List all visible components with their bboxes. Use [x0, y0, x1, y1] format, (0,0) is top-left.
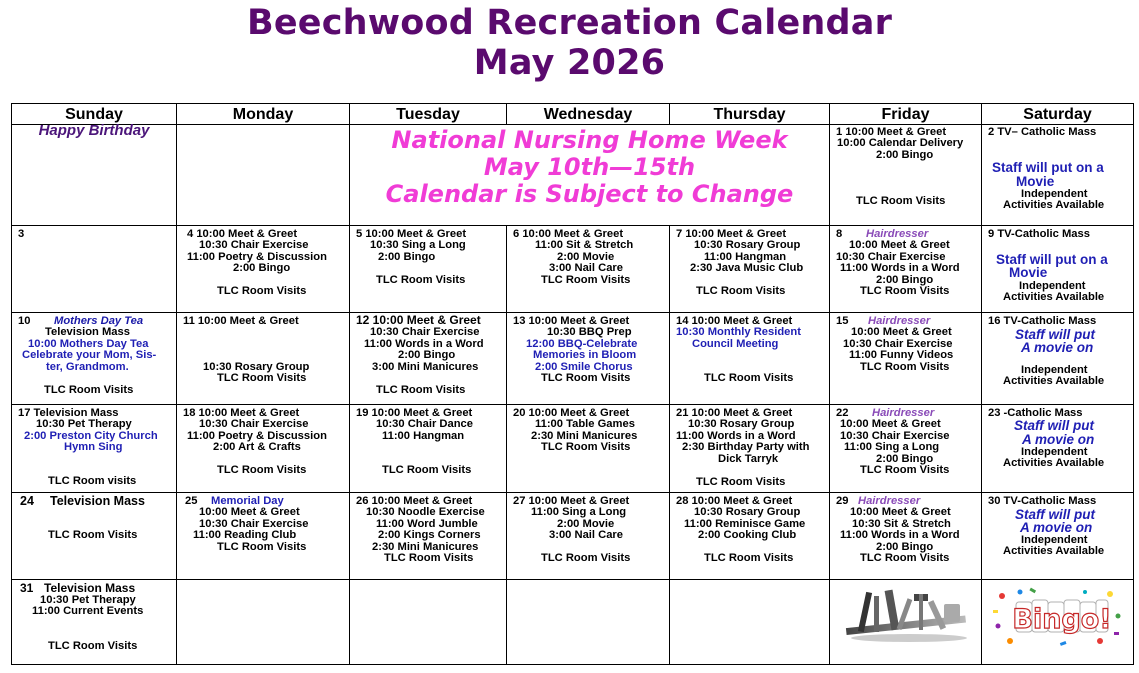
event-line: Memories in Bloom [533, 349, 637, 361]
weekday-wednesday: Wednesday [507, 104, 670, 125]
event-line: 11:00 Words in a Word [840, 529, 960, 541]
event-line: 10:30 Rosary Group [203, 361, 310, 373]
event-line: 10:00 Meet & Greet [849, 239, 950, 251]
banner-line-1: National Nursing Home Week [391, 126, 788, 154]
event-line: 10:30 Noodle Exercise [366, 506, 485, 518]
event-line: TLC Room Visits [217, 464, 307, 476]
event-line: 20 10:00 Meet & Greet [513, 407, 630, 419]
event-line: Activities Available [1003, 457, 1105, 469]
hairdresser-label: Hairdresser [868, 315, 931, 327]
event-line: 10:30 Chair Dance [376, 418, 474, 430]
event-line: 16 TV-Catholic Mass [988, 315, 1097, 327]
event-line: Activities Available [1003, 375, 1105, 387]
event-line: 2:30 Java Music Club [690, 262, 804, 274]
event-line: 11:00 Table Games [535, 418, 635, 430]
day-cell-empty [670, 580, 830, 665]
staff-movie-note: Movie [1016, 174, 1055, 189]
day-number: 22 [836, 407, 849, 419]
event-line: 30 TV-Catholic Mass [988, 495, 1097, 507]
event-line: 10:00 Meet & Greet [840, 418, 941, 430]
event-line: Activities Available [1003, 545, 1105, 557]
weekday-saturday: Saturday [982, 104, 1134, 125]
event-line: TLC Room Visits [541, 372, 631, 384]
event-line: Celebrate your Mom, Sis- [22, 349, 157, 361]
event-line: 2:00 Cooking Club [698, 529, 797, 541]
day-cell-22 [830, 405, 982, 493]
day-cell-17 [12, 405, 177, 493]
event-line: TLC Room Visits [856, 195, 946, 207]
event-line: 10:00 Meet & Greet [850, 506, 951, 518]
mothers-day-tea-label: Mothers Day Tea [54, 315, 144, 327]
staff-movie-note: A movie on [1020, 520, 1093, 535]
day-number: 15 [836, 315, 849, 327]
event-line: TLC Room Visits [217, 541, 307, 553]
weekday-thursday: Thursday [670, 104, 830, 125]
hairdresser-label: Hairdresser [872, 407, 935, 419]
event-line: TLC Room Visits [860, 285, 950, 297]
event-line: 10:30 Pet Therapy [36, 418, 132, 430]
event-line: TLC Room Visits [696, 285, 786, 297]
event-line: TLC Room visits [48, 475, 137, 487]
event-line: TLC Room Visits [44, 384, 134, 396]
event-line: 11:00 Words in a Word [676, 430, 796, 442]
week-row-5 [12, 493, 1134, 580]
day-cell-29 [830, 493, 982, 580]
event-line: 10:00 Meet & Greet [199, 506, 300, 518]
day-cell-2 [982, 125, 1134, 226]
event-line: 2:00 Bingo [876, 453, 934, 465]
tools-clipart-icon [844, 588, 974, 646]
banner-line-3: Calendar is Subject to Change [385, 180, 794, 208]
hairdresser-label: Hairdresser [866, 228, 929, 240]
day-cell-23 [982, 405, 1134, 493]
event-line: Television Mass [50, 494, 145, 508]
day-number: 8 [836, 228, 843, 240]
day-number: 29 [836, 495, 849, 507]
event-line: 10:30 Chair Exercise [836, 251, 946, 263]
event-line: 14 10:00 Meet & Greet [676, 315, 793, 327]
event-line: TLC Room Visits [217, 372, 307, 384]
event-line: 2:30 Mini Manicures [372, 541, 479, 553]
event-line: 10:00 Calendar Delivery [837, 137, 964, 149]
calendar-title: Beechwood Recreation Calendar [246, 3, 893, 43]
event-line: 4 10:00 Meet & Greet [187, 228, 298, 240]
event-line: 3:00 Nail Care [549, 529, 624, 541]
event-line: 6 10:00 Meet & Greet [513, 228, 624, 240]
event-line: TLC Room Visits [704, 372, 794, 384]
day-number: 31 [20, 581, 34, 595]
event-line: 12:00 BBQ-Celebrate [526, 338, 638, 350]
event-line: 2 TV– Catholic Mass [988, 126, 1097, 138]
event-line: TLC Room Visits [48, 529, 138, 541]
staff-movie-note: Staff will put on a [996, 252, 1108, 267]
day-cell-28 [670, 493, 830, 580]
event-line: 2:00 Movie [557, 251, 615, 263]
event-line: 2:00 Movie [557, 518, 615, 530]
event-line: 11:00 Words in a Word [364, 338, 484, 350]
day-cell-empty [350, 580, 507, 665]
event-line: 10:30 Pet Therapy [40, 594, 136, 606]
event-line: 27 10:00 Meet & Greet [513, 495, 630, 507]
event-line: 11:00 Hangman [704, 251, 787, 263]
day-cell-4 [177, 226, 350, 313]
day-cell-13 [507, 313, 670, 405]
day-cell-6 [507, 226, 670, 313]
event-line: 2:30 Mini Manicures [531, 430, 638, 442]
event-line: 11:00 Sing a Long [844, 441, 940, 453]
event-line: 11:00 Hangman [382, 430, 465, 442]
event-line: 2:00 Bingo [876, 149, 934, 161]
event-line: 2:00 Smile Chorus [535, 361, 633, 373]
event-line: 10:30 BBQ Prep [547, 326, 632, 338]
event-line: Television Mass [44, 581, 136, 595]
event-line: TLC Room Visits [704, 552, 794, 564]
event-line: Television Mass [45, 326, 130, 338]
event-line: 26 10:00 Meet & Greet [356, 495, 473, 507]
event-line: 18 10:00 Meet & Greet [183, 407, 300, 419]
day-cell-31 [12, 580, 177, 665]
staff-movie-note: Staff will put [1015, 327, 1095, 342]
event-line: Dick Tarryk [718, 453, 779, 465]
event-line: TLC Room Visits [696, 476, 786, 488]
event-line: TLC Room Visits [376, 384, 466, 396]
day-cell-25 [177, 493, 350, 580]
event-line: 7 10:00 Meet & Greet [676, 228, 787, 240]
day-cell-21 [670, 405, 830, 493]
event-line: 13 10:00 Meet & Greet [513, 315, 630, 327]
day-cell-12 [350, 313, 507, 405]
day-number: 25 [185, 495, 198, 507]
event-line: 11:00 Reading Club [193, 529, 297, 541]
event-line: Activities Available [1003, 199, 1105, 211]
event-line: TLC Room Visits [541, 552, 631, 564]
event-line: Hymn Sing [64, 441, 123, 453]
event-line: 2:00 Bingo [876, 274, 934, 286]
event-line: TLC Room Visits [860, 361, 950, 373]
day-cell-27 [507, 493, 670, 580]
calendar-month: May 2026 [473, 43, 666, 83]
event-line: 11:00 Word Jumble [376, 518, 478, 530]
event-line: 10:30 Chair Exercise [840, 430, 950, 442]
event-line: 10:30 Rosary Group [694, 506, 801, 518]
event-line: Independent [1021, 534, 1088, 546]
event-line: 11:00 Current Events [32, 605, 144, 617]
event-line: 17 Television Mass [18, 407, 119, 419]
memorial-day-label: Memorial Day [211, 495, 284, 507]
event-line: 2:00 Bingo [378, 251, 436, 263]
event-line: 10:30 Chair Exercise [199, 418, 309, 430]
event-line: 11:00 Poetry & Discussion [187, 251, 327, 263]
event-line: 11:00 Reminisce Game [684, 518, 806, 530]
day-cell-8 [830, 226, 982, 313]
day-cell-26 [350, 493, 507, 580]
event-line: 2:30 Birthday Party with [682, 441, 810, 453]
staff-movie-note: Staff will put [1015, 507, 1095, 522]
tools-image-cell [830, 580, 982, 665]
event-line: 2:00 Preston City Church [24, 430, 158, 442]
day-cell-10 [12, 313, 177, 405]
event-line: 11:00 Sit & Stretch [535, 239, 634, 251]
event-line: 2:00 Art & Crafts [213, 441, 301, 453]
event-line: 10:30 Monthly Resident [676, 326, 801, 338]
day-cell-empty [177, 125, 350, 226]
event-line: 3:00 Nail Care [549, 262, 624, 274]
week-row-2 [12, 226, 1134, 313]
event-line: TLC Room Visits [217, 285, 307, 297]
event-line: 21 10:00 Meet & Greet [676, 407, 793, 419]
bingo-image-cell [982, 580, 1134, 665]
event-line: 10:30 Rosary Group [694, 239, 801, 251]
event-line: 10:00 Meet & Greet [851, 326, 952, 338]
weekday-friday: Friday [830, 104, 982, 125]
weekday-sunday: Sunday [12, 104, 177, 125]
event-line: 5 10:00 Meet & Greet [356, 228, 467, 240]
day-number: 3 [18, 228, 25, 240]
event-line: Independent [1021, 446, 1088, 458]
event-line: ter, Grandmom. [46, 361, 129, 373]
day-cell-16 [982, 313, 1134, 405]
day-cell-14 [670, 313, 830, 405]
day-cell-19 [350, 405, 507, 493]
event-line: 10:30 Sing a Long [370, 239, 466, 251]
event-line: Activities Available [1003, 291, 1105, 303]
event-line: 10:30 Chair Exercise [199, 518, 309, 530]
event-line: 10:30 Sit & Stretch [852, 518, 951, 530]
day-cell-1 [830, 125, 982, 226]
event-line: 28 10:00 Meet & Greet [676, 495, 793, 507]
event-line: 11 10:00 Meet & Greet [183, 315, 299, 327]
event-line: TLC Room Visits [541, 274, 631, 286]
event-line: 1 10:00 Meet & Greet [836, 126, 947, 138]
day-cell-birthday [12, 122, 177, 226]
weekday-header-row [12, 104, 1134, 125]
staff-movie-note: Staff will put on a [992, 160, 1104, 175]
day-cell-7 [670, 226, 830, 313]
weekday-tuesday: Tuesday [350, 104, 507, 125]
hairdresser-label: Hairdresser [858, 495, 921, 507]
event-line: 2:00 Bingo [876, 541, 934, 553]
event-line: 9 TV-Catholic Mass [988, 228, 1090, 240]
event-line: 10:30 Chair Exercise [199, 239, 309, 251]
event-line: 10:00 Mothers Day Tea [28, 338, 149, 350]
day-number: 24 [20, 494, 34, 508]
event-line: 19 10:00 Meet & Greet [356, 407, 473, 419]
weekday-monday: Monday [177, 104, 350, 125]
bingo-clipart-text: Bingo! [1012, 604, 1112, 635]
banner-line-2: May 10th—15th [483, 153, 696, 181]
staff-movie-note: A movie on [1022, 432, 1095, 447]
event-line: 10:30 Chair Exercise [843, 338, 953, 350]
happy-birthday-heading: Happy Birthday [38, 122, 150, 139]
event-line: 12 10:00 Meet & Greet [356, 313, 481, 327]
event-line: 11:00 Sing a Long [531, 506, 627, 518]
event-line: 2:00 Bingo [233, 262, 291, 274]
event-line: 2:00 Kings Corners [378, 529, 481, 541]
day-cell-30 [982, 493, 1134, 580]
nursing-home-week-banner-cell [350, 125, 830, 226]
event-line: 11:00 Poetry & Discussion [187, 430, 327, 442]
week-row-3 [12, 313, 1134, 405]
event-line: Independent [1021, 188, 1088, 200]
event-line: 3:00 Mini Manicures [372, 361, 479, 373]
day-cell-empty [177, 580, 350, 665]
event-line: Independent [1019, 280, 1086, 292]
event-line: TLC Room Visits [48, 640, 138, 652]
day-cell-11 [177, 313, 350, 405]
event-line: TLC Room Visits [541, 441, 631, 453]
week-row-4 [12, 405, 1134, 493]
event-line: Council Meeting [692, 338, 779, 350]
bingo-clipart-icon [990, 586, 1125, 648]
day-cell-9 [982, 226, 1134, 313]
event-line: 10:30 Chair Exercise [370, 326, 480, 338]
week-row-6 [12, 580, 1134, 665]
day-cell-20 [507, 405, 670, 493]
day-cell-3 [12, 226, 177, 313]
event-line: 11:00 Words in a Word [840, 262, 960, 274]
day-cell-5 [350, 226, 507, 313]
staff-movie-note: Movie [1009, 265, 1048, 280]
day-number: 10 [18, 315, 31, 327]
event-line: 23 -Catholic Mass [988, 407, 1083, 419]
event-line: TLC Room Visits [382, 464, 472, 476]
day-cell-18 [177, 405, 350, 493]
staff-movie-note: A movie on [1021, 340, 1094, 355]
event-line: TLC Room Visits [376, 274, 466, 286]
event-line: 2:00 Bingo [398, 349, 456, 361]
event-line: TLC Room Visits [860, 552, 950, 564]
calendar-grid [11, 103, 1134, 665]
week-row-1 [12, 125, 1134, 226]
event-line: 11:00 Funny Videos [849, 349, 954, 361]
day-cell-15 [830, 313, 982, 405]
event-line: TLC Room Visits [860, 464, 950, 476]
day-cell-empty [507, 580, 670, 665]
staff-movie-note: Staff will put [1014, 418, 1094, 433]
event-line: Independent [1021, 364, 1088, 376]
event-line: TLC Room Visits [384, 552, 474, 564]
event-line: 10:30 Rosary Group [688, 418, 795, 430]
day-cell-24 [12, 493, 177, 580]
